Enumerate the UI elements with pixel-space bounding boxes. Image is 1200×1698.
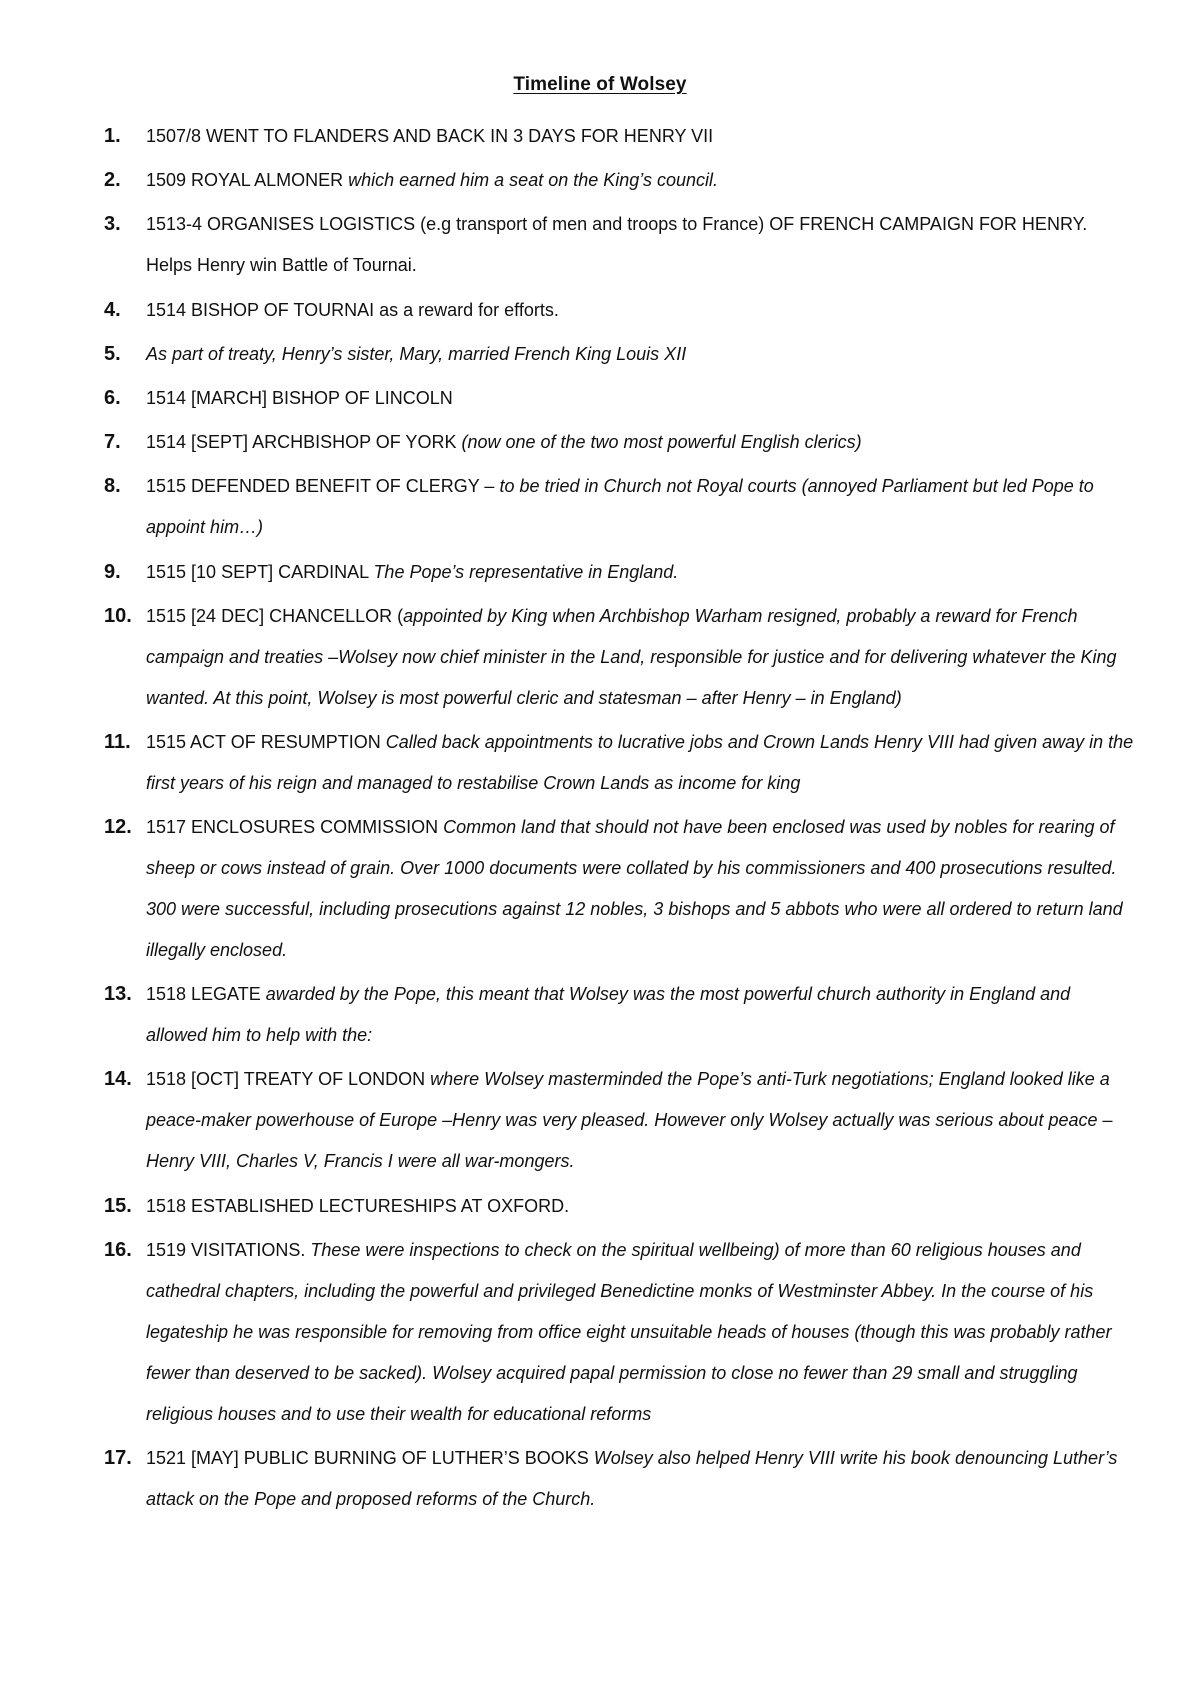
item-event-text: 1514 [MARCH] BISHOP OF LINCOLN [146,387,453,408]
item-note-text: Wolsey also helped Henry VIII write his book denouncing Luther’s attack on the Pope and proposed reforms of the Church. [146,1448,1118,1509]
item-event-text: 1513-4 ORGANISES LOGISTICS (e.g transport of men and troops to France) OF FRENCH CAMPAIGN FOR HENRY. Helps Henry win Battle of Tournai. [146,214,1088,276]
item-note-text: appointed by King when Archbishop Warham resigned, probably a reward for French campaign and treaties –Wolsey now chief minister in the Land, responsible for justice and for delivering whatever the King wanted. At this point, Wolsey is most powerful cleric and statesman – after Henry – in England) [146,605,1117,708]
item-event-text: 1509 ROYAL ALMONER [146,170,349,191]
timeline-item [104,422,1134,463]
timeline-item [104,974,1134,1056]
item-event-text: 1517 ENCLOSURES COMMISSION [146,817,444,838]
timeline-item [104,552,1134,593]
item-number: 9. [104,560,121,583]
timeline-item [104,204,1134,286]
timeline-item [104,466,1134,548]
item-number: 6. [104,386,121,409]
item-number: 5. [104,342,121,365]
item-number: 10. [104,604,132,627]
item-note-text: awarded by the Pope, this meant that Wolsey was the most powerful church authority in England and allowed him to help with the: [146,984,1071,1046]
timeline-item [104,1186,1134,1227]
item-event-text: 1518 LEGATE [146,984,266,1005]
item-event-text: 1515 DEFENDED BENEFIT OF CLERGY – [146,476,500,497]
item-event-text: 1521 [MAY] PUBLIC BURNING OF LUTHER’S BOOKS [146,1448,594,1468]
item-event-text: 1519 VISITATIONS. [146,1239,311,1260]
item-number: 14. [104,1068,132,1091]
item-number: 16. [104,1238,132,1261]
item-note-text: Called back appointments to lucrative jobs and Crown Lands Henry VIII had given away in the first years of his reign and managed to restabilise Crown Lands as income for king [146,731,1134,793]
item-event-text: 1518 ESTABLISHED LECTURESHIPS AT OXFORD. [146,1195,570,1216]
item-note-text: (now one of the two most powerful English clerics) [461,432,862,453]
item-number: 11. [104,730,131,753]
item-note-text: As part of treaty, Henry’s sister, Mary, married French King Louis XII [146,343,687,364]
item-note-text: These were inspections to check on the spiritual wellbeing) of more than 60 religious houses and cathedral chapters, including the powerful and privileged Benedictine monks of Westminster Abbey. In the course of his legateship he was responsible for removing from office eight unsuitable heads of houses (though this was probably rather fewer than deserved to be sacked). Wolsey acquired papal permission to close no fewer than 29 small and struggling religious houses and to use their wealth for educational reforms [146,1239,1112,1424]
item-event-text: 1515 [24 DEC] CHANCELLOR ( [146,605,404,626]
item-note-text: which earned him a seat on the King’s council. [348,170,718,191]
timeline-item [104,116,1134,157]
item-note-text: Common land that should not have been enclosed was used by nobles for rearing of sheep or cows instead of grain. Over 1000 documents were collated by his commissioners and 400 prosecutions resulted. 300 were successful, including prosecutions against 12 nobles, 3 bishops and 5 abbots who were all ordered to return land illegally enclosed. [146,817,1123,961]
item-event-text: 1515 ACT OF RESUMPTION [146,731,386,752]
timeline-item [104,334,1134,375]
item-number: 15. [104,1194,132,1217]
item-number: 4. [104,298,121,321]
item-note-text: The Pope’s representative in England. [373,561,679,582]
timeline-item [104,596,1134,719]
timeline-item [104,807,1134,971]
item-number: 2. [104,169,121,192]
item-number: 17. [104,1447,132,1469]
item-event-text: 1507/8 WENT TO FLANDERS AND BACK IN 3 DAYS FOR HENRY VII [146,126,714,146]
timeline-item [104,1230,1134,1435]
timeline-list [104,116,1134,1523]
item-number: 12. [104,816,132,839]
item-note-text: where Wolsey masterminded the Pope’s anti-Turk negotiations; England looked like a peace-maker powerhouse of Europe –Henry was very pleased. However only Wolsey actually was serious about peace – Henry VIII, Charles V, Francis I were all war-mongers. [146,1069,1113,1172]
timeline-item [104,160,1134,201]
timeline-item [104,378,1134,419]
timeline-item [104,290,1134,331]
item-number: 8. [104,475,121,498]
document-title: Timeline of Wolsey [513,74,687,95]
item-note-text: to be tried in Church not Royal courts (annoyed Parliament but led Pope to appoint him…) [146,476,1094,538]
item-event-text: 1514 [SEPT] ARCHBISHOP OF YORK [146,432,462,453]
item-number: 13. [104,983,132,1006]
item-event-text: 1518 [OCT] TREATY OF LONDON [146,1069,431,1090]
timeline-item [104,1059,1134,1182]
item-number: 7. [104,431,121,454]
item-event-text: 1515 [10 SEPT] CARDINAL [146,561,374,582]
item-number: 3. [104,213,121,236]
item-event-text: 1514 BISHOP OF TOURNAI as a reward for efforts. [146,299,559,320]
item-number: 1. [104,125,121,147]
timeline-item [104,1438,1134,1520]
timeline-item [104,722,1134,804]
